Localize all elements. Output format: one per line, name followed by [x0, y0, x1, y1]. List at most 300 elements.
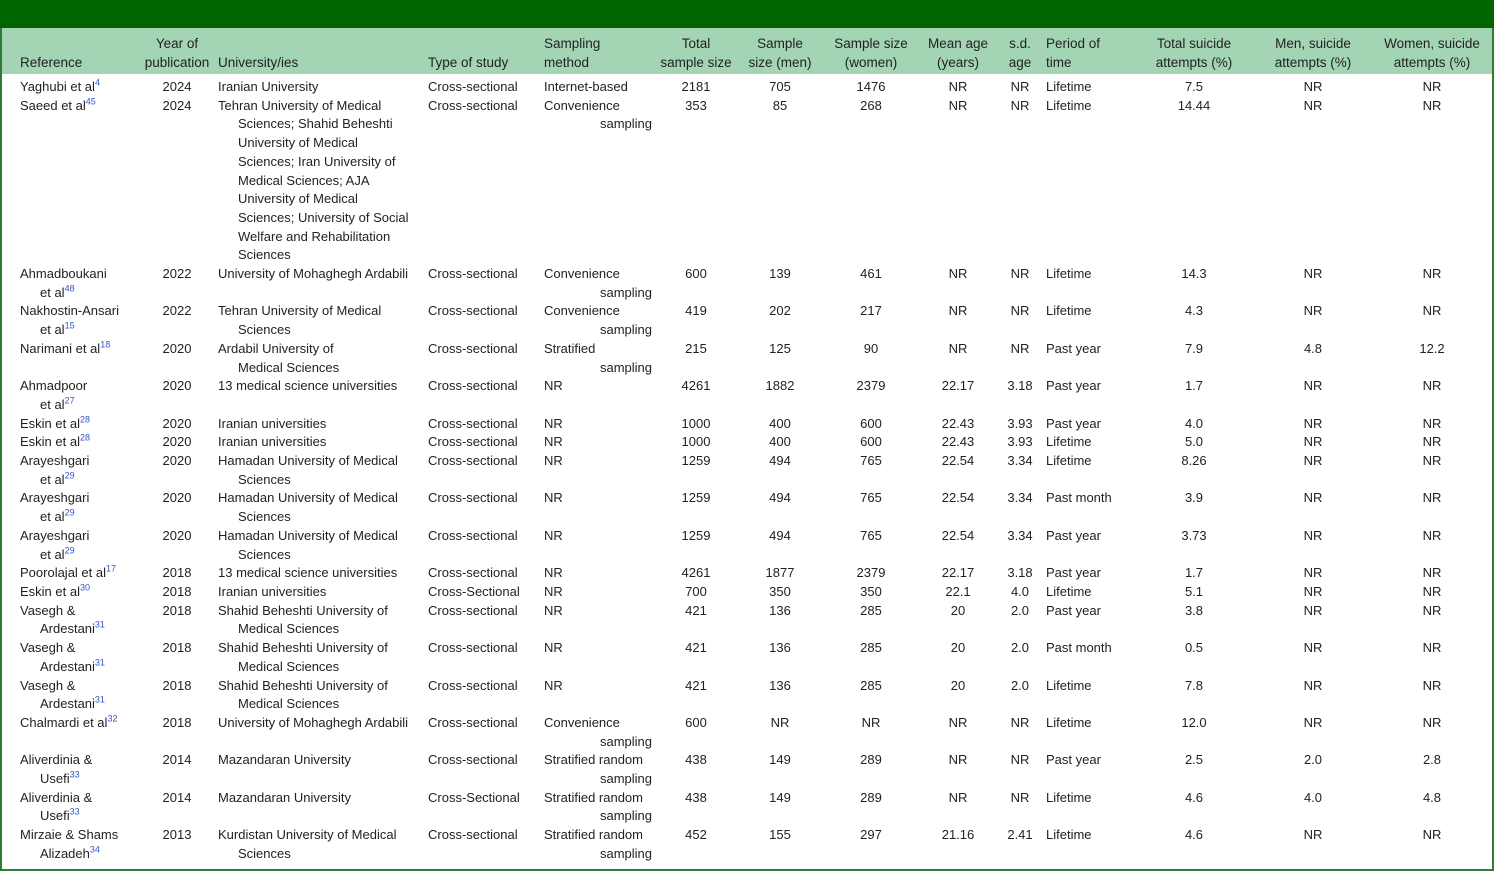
cell-line: Medical Sciences — [238, 359, 340, 375]
cell-university — [214, 415, 424, 434]
cell-mean-age: 20 — [950, 640, 966, 656]
column-header-line: Reference — [20, 55, 83, 70]
cell-line: Sciences — [238, 322, 291, 338]
cell-reference — [2, 415, 140, 434]
cell-year: 2020 — [162, 378, 192, 394]
cell-men-attempts: NR — [1303, 677, 1323, 693]
cell-year: 2014 — [162, 752, 192, 768]
column-header-women-pct — [1372, 28, 1492, 74]
table-row — [2, 97, 1492, 265]
cell-study-type: Cross-sectional — [428, 340, 518, 356]
cell-reference — [2, 677, 140, 714]
header-row — [2, 28, 1492, 74]
cell-line: Sciences — [238, 546, 291, 562]
cell-university — [214, 789, 424, 826]
cell-sample-men: 494 — [769, 490, 791, 506]
cell-period: Lifetime — [1046, 789, 1092, 805]
column-header-line: attempts (%) — [1274, 55, 1352, 70]
cell-mean-age: 21.16 — [941, 827, 975, 843]
cell-line: sampling — [599, 116, 652, 132]
cell-sample-men: 139 — [769, 266, 791, 282]
cell-period: Lifetime — [1046, 714, 1092, 730]
cell-university — [214, 97, 424, 265]
cell-men-attempts: NR — [1303, 97, 1323, 113]
cell-year: 2020 — [162, 527, 192, 543]
cell-study-type: Cross-Sectional — [428, 789, 520, 805]
citation-link[interactable]: 34 — [89, 844, 100, 855]
cell-total-attempts: 4.3 — [1184, 303, 1204, 319]
cell-total-attempts: 5.1 — [1184, 583, 1204, 599]
cell-sd-age: 2.41 — [1007, 827, 1033, 843]
table-header — [2, 28, 1492, 74]
cell-men-attempts: NR — [1303, 434, 1323, 450]
cell-university — [214, 714, 424, 751]
cell-sample-women: 765 — [860, 453, 882, 469]
cell-total-sample: 421 — [685, 640, 707, 656]
reference-line — [20, 807, 136, 826]
cell-sample-women: 2379 — [856, 565, 886, 581]
table-row — [2, 677, 1492, 714]
cell-line: NR — [544, 527, 563, 543]
cell-total-attempts: 2.5 — [1184, 752, 1204, 768]
cell-sampling-method — [540, 564, 656, 583]
cell-total-attempts: 4.6 — [1184, 827, 1204, 843]
reference-line — [20, 97, 136, 116]
cell-period: Past year — [1046, 378, 1101, 394]
cell-sampling-method — [540, 639, 656, 676]
cell-mean-age: 22.54 — [941, 527, 975, 543]
column-header-line: attempts (%) — [1155, 55, 1233, 70]
reference-text: Ardestani — [40, 658, 95, 674]
cell-women-attempts: NR — [1422, 415, 1442, 431]
cell-period: Past year — [1046, 565, 1101, 581]
cell-year: 2020 — [162, 434, 192, 450]
cell-line: Convenience — [544, 303, 620, 319]
cell-sampling-method — [540, 452, 656, 489]
table-row — [2, 639, 1492, 676]
cell-sampling-method — [540, 751, 656, 788]
cell-period: Lifetime — [1046, 453, 1092, 469]
cell-study-type: Cross-sectional — [428, 527, 518, 543]
cell-sample-women: 289 — [860, 789, 882, 805]
reference-text: Eskin et al — [20, 415, 80, 431]
reference-text: et al — [40, 396, 65, 412]
cell-sd-age: 2.0 — [1010, 602, 1030, 618]
cell-sample-men: 136 — [769, 677, 791, 693]
cell-total-sample: 1000 — [681, 415, 711, 431]
citation-link[interactable]: 28 — [79, 414, 90, 425]
cell-period: Lifetime — [1046, 583, 1092, 599]
cell-total-sample: 421 — [685, 677, 707, 693]
cell-line: Convenience — [544, 266, 620, 282]
cell-year: 2024 — [162, 97, 192, 113]
cell-women-attempts: NR — [1422, 565, 1442, 581]
reference-line — [20, 602, 136, 621]
reference-line — [20, 695, 136, 714]
cell-period: Lifetime — [1046, 266, 1092, 282]
cell-total-sample: 1000 — [681, 434, 711, 450]
cell-line: Hamadan University of Medical — [218, 453, 398, 469]
table-row — [2, 751, 1492, 788]
reference-line — [20, 265, 136, 284]
cell-sampling-method — [540, 789, 656, 826]
cell-line: Sciences — [238, 845, 291, 861]
table-body — [2, 74, 1492, 864]
cell-line: Iranian universities — [218, 583, 327, 599]
cell-sampling-method — [540, 97, 656, 265]
table-row — [2, 433, 1492, 452]
cell-line: Sciences; Iran University of — [238, 153, 396, 169]
cell-line: Medical Sciences — [238, 658, 340, 674]
cell-sample-men: 705 — [769, 79, 791, 94]
reference-line — [20, 789, 136, 808]
cell-reference — [2, 639, 140, 676]
cell-reference — [2, 74, 140, 97]
reference-text: Narimani et al — [20, 340, 101, 356]
cell-university — [214, 452, 424, 489]
reference-line — [20, 340, 136, 359]
reference-text: Arayeshgari — [20, 453, 90, 469]
cell-study-type: Cross-sectional — [428, 714, 518, 730]
cell-study-type: Cross-sectional — [428, 434, 518, 450]
reference-text: Poorolajal et al — [20, 565, 106, 581]
cell-total-attempts: 8.26 — [1181, 453, 1207, 469]
cell-period: Lifetime — [1046, 434, 1092, 450]
cell-sd-age: NR — [1010, 340, 1030, 356]
cell-men-attempts: 4.0 — [1303, 789, 1323, 805]
cell-women-attempts: 12.2 — [1419, 340, 1445, 356]
table-row — [2, 826, 1492, 863]
cell-total-attempts: 1.7 — [1184, 378, 1204, 394]
column-header-line: s.d. — [1009, 36, 1031, 51]
column-header-mean-age — [918, 28, 998, 74]
cell-sample-women: 765 — [860, 490, 882, 506]
cell-total-sample: 419 — [685, 303, 707, 319]
cell-women-attempts: NR — [1422, 714, 1442, 730]
reference-text: Vasegh & — [20, 677, 76, 693]
cell-total-sample: 1259 — [681, 527, 711, 543]
reference-text: Ardestani — [40, 621, 95, 637]
reference-text: Arayeshgari — [20, 490, 90, 506]
column-header-line: Women, suicide — [1384, 36, 1480, 51]
cell-men-attempts: NR — [1303, 415, 1323, 431]
cell-line: Sciences — [238, 247, 291, 263]
cell-line: Convenience — [544, 714, 620, 730]
reference-line — [20, 489, 136, 508]
cell-sample-men: 85 — [772, 97, 788, 113]
cell-men-attempts: 2.0 — [1303, 752, 1323, 768]
cell-total-attempts: 0.5 — [1184, 640, 1204, 656]
reference-text: Usefi — [40, 808, 70, 824]
column-header-line: Mean age — [927, 36, 989, 51]
column-header-line: (women) — [844, 55, 898, 70]
cell-university — [214, 74, 424, 97]
cell-year: 2022 — [162, 303, 192, 319]
cell-sd-age: NR — [1010, 714, 1030, 730]
cell-study-type: Cross-sectional — [428, 752, 518, 768]
cell-sd-age: 3.93 — [1007, 434, 1033, 450]
cell-year: 2020 — [162, 340, 192, 356]
cell-year: 2018 — [162, 714, 192, 730]
cell-line: Kurdistan University of Medical — [218, 827, 397, 843]
cell-line: Tehran University of Medical — [218, 303, 382, 319]
cell-reference — [2, 751, 140, 788]
cell-sample-men: 1877 — [765, 565, 795, 581]
column-header-line: Period of — [1046, 36, 1101, 51]
cell-line: Mazandaran University — [218, 752, 351, 768]
cell-reference — [2, 302, 140, 339]
citation-link[interactable]: 30 — [79, 582, 90, 593]
cell-sd-age: 2.0 — [1010, 640, 1030, 656]
citation-link[interactable]: 45 — [85, 96, 96, 107]
column-header-line: attempts (%) — [1393, 55, 1471, 70]
citation-link[interactable]: 32 — [107, 713, 118, 724]
cell-line: University of Mohaghegh Ardabili — [218, 714, 409, 730]
reference-line — [20, 620, 136, 639]
reference-text: et al — [40, 322, 65, 338]
cell-study-type: Cross-sectional — [428, 827, 518, 843]
cell-period: Past year — [1046, 752, 1101, 768]
cell-sample-women: 1476 — [856, 79, 886, 94]
table-row — [2, 583, 1492, 602]
cell-total-sample: 4261 — [681, 378, 711, 394]
cell-reference — [2, 340, 140, 377]
cell-men-attempts: NR — [1303, 583, 1323, 599]
cell-total-sample: 600 — [685, 266, 707, 282]
cell-reference — [2, 433, 140, 452]
reference-text: Eskin et al — [20, 583, 80, 599]
cell-women-attempts: 2.8 — [1422, 752, 1442, 768]
reference-text: Usefi — [40, 771, 70, 787]
citation-link[interactable]: 33 — [69, 807, 80, 818]
cell-reference — [2, 527, 140, 564]
cell-sample-men: 350 — [769, 583, 791, 599]
cell-line: Hamadan University of Medical — [218, 490, 398, 506]
cell-total-attempts: 1.7 — [1184, 565, 1204, 581]
cell-period: Past year — [1046, 527, 1101, 543]
table-row — [2, 74, 1492, 97]
cell-women-attempts: NR — [1422, 303, 1442, 319]
cell-line: sampling — [599, 284, 652, 300]
cell-women-attempts: NR — [1422, 378, 1442, 394]
column-header-women — [824, 28, 918, 74]
cell-line: sampling — [599, 808, 652, 824]
cell-line: Stratified random — [544, 789, 643, 805]
cell-sample-women: 285 — [860, 602, 882, 618]
cell-period: Past month — [1046, 640, 1112, 656]
cell-line: NR — [544, 583, 563, 599]
cell-total-sample: 215 — [685, 340, 707, 356]
citation-link[interactable]: 4 — [94, 77, 100, 88]
cell-reference — [2, 452, 140, 489]
cell-reference — [2, 97, 140, 265]
cell-mean-age: NR — [948, 79, 968, 94]
column-header-men — [736, 28, 824, 74]
cell-sampling-method — [540, 265, 656, 302]
reference-line — [20, 714, 136, 733]
cell-reference — [2, 489, 140, 526]
reference-text: et al — [40, 284, 65, 300]
reference-line — [20, 770, 136, 789]
citation-link[interactable]: 29 — [64, 470, 75, 481]
reference-text: et al — [40, 546, 65, 562]
cell-sampling-method — [540, 527, 656, 564]
cell-reference — [2, 377, 140, 414]
cell-line: NR — [544, 602, 563, 618]
citation-link[interactable]: 29 — [64, 507, 75, 518]
cell-sd-age: NR — [1010, 789, 1030, 805]
citation-link[interactable]: 15 — [64, 320, 75, 331]
cell-mean-age: NR — [948, 97, 968, 113]
table-row — [2, 564, 1492, 583]
citation-link[interactable]: 31 — [94, 620, 105, 631]
cell-study-type: Cross-Sectional — [428, 583, 520, 599]
cell-line: Shahid Beheshti University of — [218, 602, 388, 618]
cell-sd-age: 3.93 — [1007, 415, 1033, 431]
cell-line: Tehran University of Medical — [218, 97, 382, 113]
cell-men-attempts: NR — [1303, 490, 1323, 506]
reference-text: Mirzaie & Shams — [20, 827, 119, 843]
cell-line: Iranian University — [218, 79, 319, 94]
cell-mean-age: 22.43 — [941, 415, 975, 431]
cell-sample-women: 285 — [860, 640, 882, 656]
cell-women-attempts: NR — [1422, 677, 1442, 693]
reference-line — [20, 396, 136, 415]
reference-line — [20, 826, 136, 845]
reference-line — [20, 321, 136, 340]
cell-sd-age: NR — [1010, 752, 1030, 768]
cell-year: 2018 — [162, 640, 192, 656]
table-row — [2, 789, 1492, 826]
citation-link[interactable]: 33 — [69, 769, 80, 780]
reference-text: et al — [40, 509, 65, 525]
cell-mean-age: 22.54 — [941, 490, 975, 506]
cell-sample-women: 268 — [860, 97, 882, 113]
reference-text: Yaghubi et al — [20, 79, 95, 94]
cell-sample-men: 494 — [769, 527, 791, 543]
cell-men-attempts: NR — [1303, 640, 1323, 656]
column-header-line: (years) — [936, 55, 979, 70]
cell-period: Lifetime — [1046, 827, 1092, 843]
reference-text: Aliverdinia & — [20, 789, 93, 805]
cell-study-type: Cross-sectional — [428, 453, 518, 469]
reference-line — [20, 452, 136, 471]
reference-text: Ahmadpoor — [20, 378, 88, 394]
cell-line: sampling — [599, 322, 652, 338]
cell-mean-age: NR — [948, 752, 968, 768]
cell-sampling-method — [540, 377, 656, 414]
citation-link[interactable]: 27 — [64, 395, 75, 406]
citation-link[interactable]: 29 — [64, 545, 75, 556]
reference-line — [20, 284, 136, 303]
cell-women-attempts: NR — [1422, 434, 1442, 450]
citation-link[interactable]: 31 — [94, 694, 105, 705]
cell-sample-women: 600 — [860, 415, 882, 431]
cell-sample-men: 155 — [769, 827, 791, 843]
reference-text: Saeed et al — [20, 97, 86, 113]
cell-total-sample: 438 — [685, 789, 707, 805]
column-header-line — [428, 34, 536, 53]
cell-year: 2022 — [162, 266, 192, 282]
cell-study-type: Cross-sectional — [428, 565, 518, 581]
cell-sample-men: 400 — [769, 415, 791, 431]
citation-link[interactable]: 31 — [94, 657, 105, 668]
cell-men-attempts: NR — [1303, 714, 1323, 730]
reference-line — [20, 302, 136, 321]
cell-total-attempts: 4.0 — [1184, 415, 1204, 431]
cell-line: Shahid Beheshti University of — [218, 640, 388, 656]
cell-period: Past month — [1046, 490, 1112, 506]
cell-sample-women: NR — [861, 714, 881, 730]
cell-year: 2020 — [162, 415, 192, 431]
reference-line — [20, 415, 136, 434]
table-row — [2, 302, 1492, 339]
cell-period: Past year — [1046, 415, 1101, 431]
reference-line — [20, 508, 136, 527]
column-header-line: size (men) — [748, 55, 812, 70]
cell-line: Iranian universities — [218, 434, 327, 450]
cell-line: NR — [544, 490, 563, 506]
cell-sample-men: 149 — [769, 789, 791, 805]
cell-line: 13 medical science universities — [218, 565, 398, 581]
reference-text: Vasegh & — [20, 602, 76, 618]
cell-total-attempts: 5.0 — [1184, 434, 1204, 450]
cell-sampling-method — [540, 714, 656, 751]
cell-sampling-method — [540, 433, 656, 452]
table-row — [2, 489, 1492, 526]
cell-reference — [2, 265, 140, 302]
cell-total-sample: 421 — [685, 602, 707, 618]
cell-total-attempts: 7.9 — [1184, 340, 1204, 356]
cell-line: Stratified random — [544, 752, 643, 768]
cell-sample-men: 149 — [769, 752, 791, 768]
cell-university — [214, 527, 424, 564]
cell-university — [214, 433, 424, 452]
cell-reference — [2, 714, 140, 751]
cell-line: Sciences; Shahid Beheshti — [238, 116, 393, 132]
cell-period: Lifetime — [1046, 677, 1092, 693]
data-table — [2, 28, 1492, 864]
cell-study-type: Cross-sectional — [428, 97, 518, 113]
citation-link[interactable]: 28 — [79, 433, 90, 444]
cell-mean-age: NR — [948, 303, 968, 319]
reference-text: Nakhostin-Ansari — [20, 303, 119, 319]
cell-line: sampling — [599, 771, 652, 787]
cell-sample-women: 461 — [860, 266, 882, 282]
cell-study-type: Cross-sectional — [428, 640, 518, 656]
cell-total-sample: 438 — [685, 752, 707, 768]
cell-mean-age: 22.54 — [941, 453, 975, 469]
citation-link[interactable]: 18 — [100, 339, 111, 350]
cell-line: Sciences; University of Social — [238, 209, 409, 225]
cell-sd-age: 3.18 — [1007, 565, 1033, 581]
reference-line — [20, 677, 136, 696]
cell-line: University of Medical — [238, 191, 358, 207]
cell-sample-men: 202 — [769, 303, 791, 319]
reference-text: Aliverdinia & — [20, 752, 93, 768]
citation-link[interactable]: 48 — [64, 283, 75, 294]
reference-line — [20, 78, 136, 97]
cell-sd-age: 4.0 — [1010, 583, 1030, 599]
cell-sd-age: NR — [1010, 79, 1030, 94]
citation-link[interactable]: 17 — [106, 563, 117, 574]
cell-line: Medical Sciences; AJA — [238, 172, 370, 188]
cell-sampling-method — [540, 583, 656, 602]
cell-university — [214, 826, 424, 863]
cell-mean-age: 22.1 — [945, 583, 971, 599]
cell-year: 2024 — [162, 79, 192, 94]
cell-line: sampling — [599, 733, 652, 749]
